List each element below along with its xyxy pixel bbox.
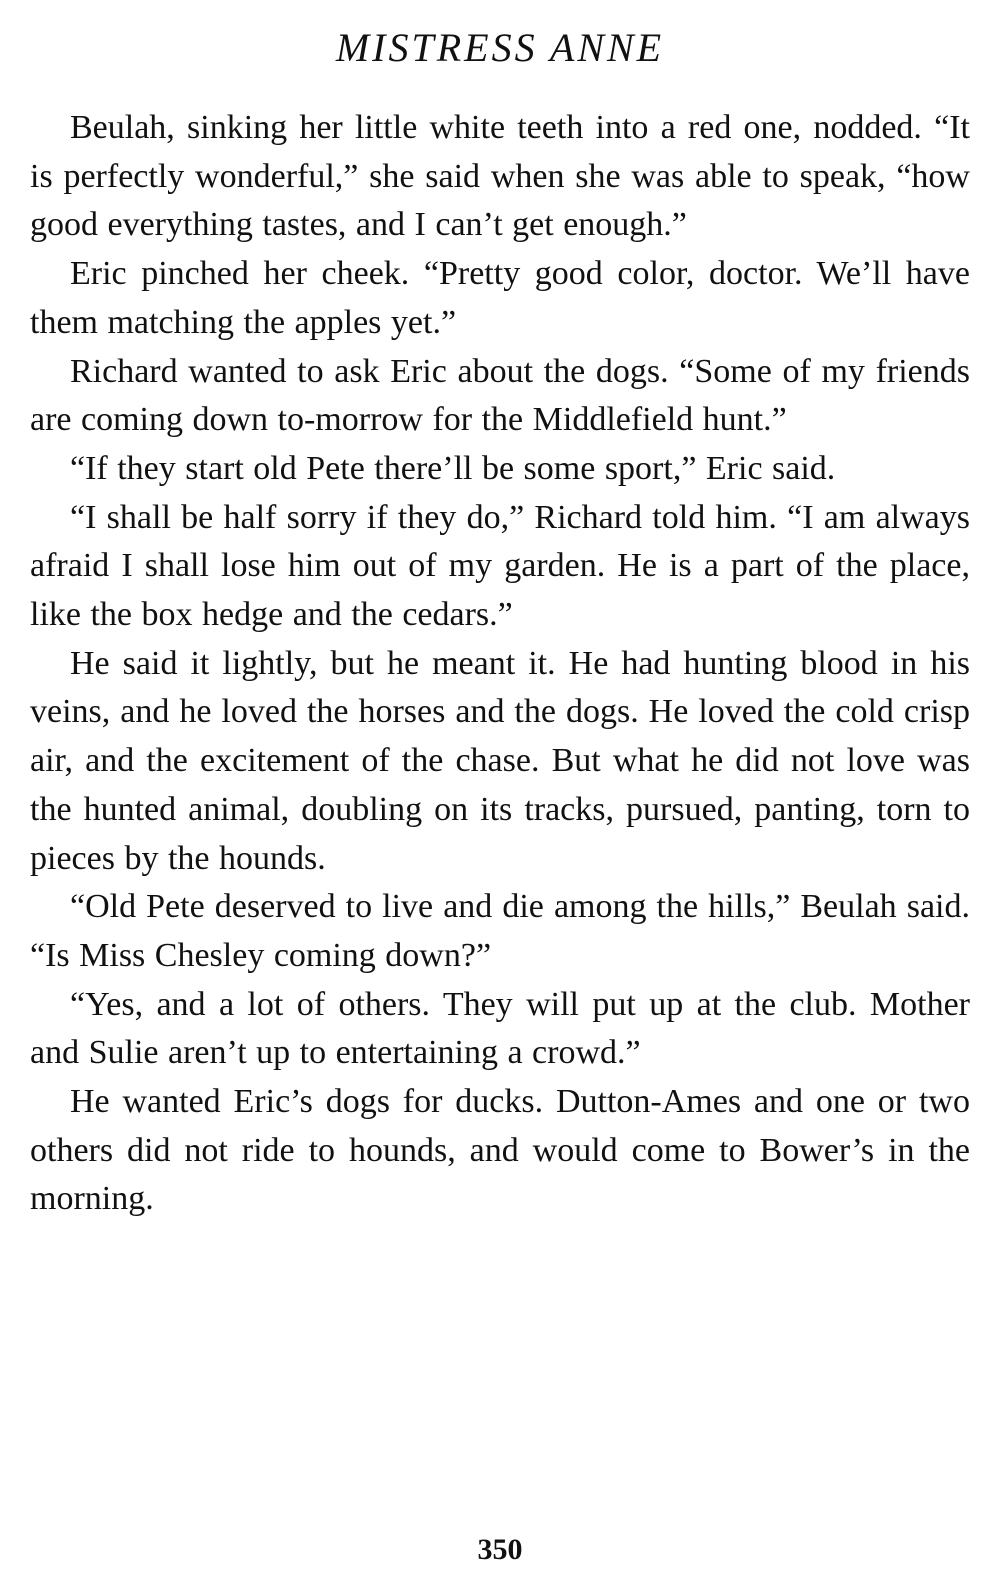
paragraph: Beulah, sinking her little white teeth into a red one, nodded. “It is perfectly wonderful,” she said when she was able to speak, “how good everything tastes, and I can’t get enough.” (30, 109, 970, 244)
paragraph: “Old Pete deserved to live and die among the hills,” Beulah said. “Is Miss Chesley coming down?” (30, 888, 970, 974)
paragraph: “Yes, and a lot of others. They will put up at the club. Mother and Sulie aren’t up to entertaining a crowd.” (30, 985, 970, 1072)
paragraph: Richard wanted to ask Eric about the dogs. “Some of my friends are coming down to-morrow for the Middlefield hunt.” (30, 352, 970, 439)
paragraph: “I shall be half sorry if they do,” Richard told him. “I am always afraid I shall lose him out of my garden. He is a part of the place, like the box hedge and the cedars.” (30, 498, 970, 634)
paragraph: He wanted Eric’s dogs for ducks. Dutton-Ames and one or two others did not ride to hounds, and would come to Bower’s in the morning. (30, 1083, 970, 1218)
running-title: MISTRESS ANNE (335, 25, 665, 70)
body-text (30, 104, 970, 1224)
page-number: 350 (477, 1533, 523, 1566)
paragraph: “If they start old Pete there’ll be some sport,” Eric said. (70, 449, 836, 487)
paragraph: He said it lightly, but he meant it. He had hunting blood in his veins, and he loved the horses and the dogs. He loved the cold crisp air, and the excitement of the chase. But what he did not love was the hunted animal, doubling on its tracks, pursued, panting, torn to pieces by the hounds. (30, 644, 970, 877)
paragraph: Eric pinched her cheek. “Pretty good color, doctor. We’ll have them matching the apples yet.” (30, 255, 970, 341)
